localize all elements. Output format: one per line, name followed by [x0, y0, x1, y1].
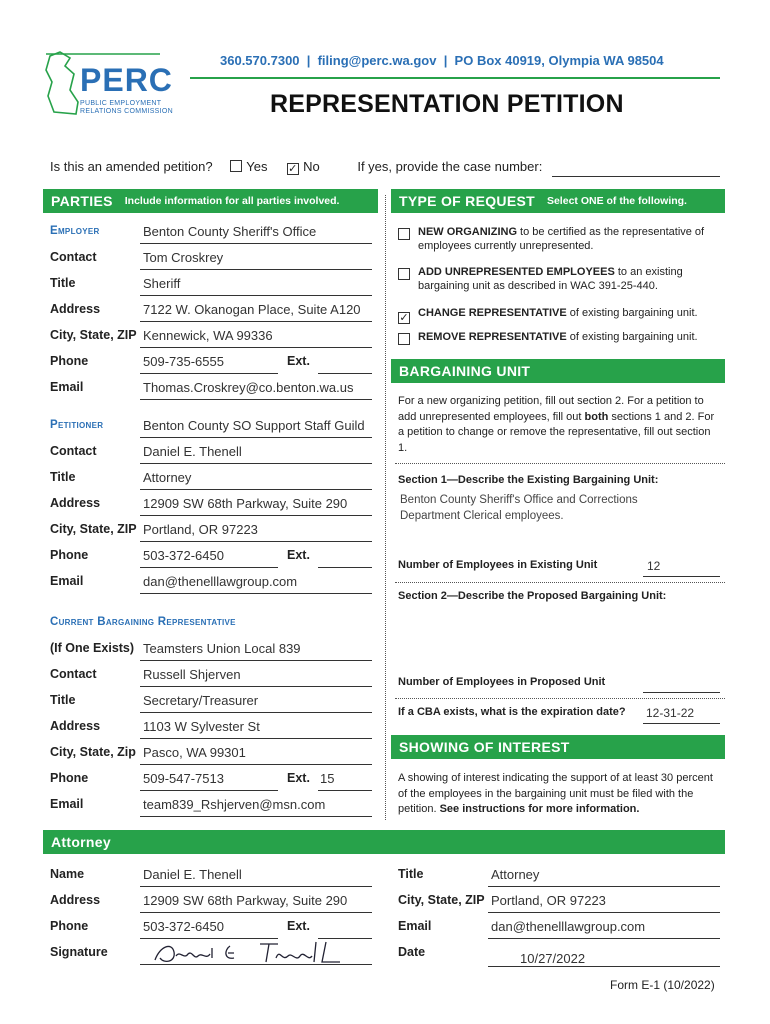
cbr-title-label: Title: [50, 693, 76, 707]
logo-subtitle-2: RELATIONS COMMISSION: [80, 108, 173, 115]
check-mark-icon: ✓: [288, 163, 298, 175]
divider: [395, 463, 725, 464]
cbr-contact[interactable]: Russell Shjerven: [143, 667, 241, 682]
header-rule: [190, 77, 720, 79]
bargaining-unit-header: [391, 359, 725, 383]
petitioner-address[interactable]: 12909 SW 68th Parkway, Suite 290: [143, 496, 348, 511]
cbr-ext-label: Ext.: [287, 771, 310, 785]
petitioner-rep-header: [43, 830, 725, 854]
cbr-csz-label: City, State, Zip: [50, 745, 136, 759]
cbr-name-line: [140, 660, 372, 661]
petitioner-contact-label: Contact: [50, 444, 97, 458]
rep-name[interactable]: Daniel E. Thenell: [143, 867, 242, 882]
cbr-ext[interactable]: 15: [320, 771, 335, 786]
rep-name-label: Name: [50, 867, 85, 881]
petitioner-contact[interactable]: Daniel E. Thenell: [143, 444, 242, 459]
petitioner-email-label: Email: [50, 574, 84, 588]
section1-description[interactable]: Benton County Sheriff's Office and Corrections Department Clerical employees.: [400, 494, 638, 522]
request-title: TYPE OF REQUEST: [399, 193, 535, 209]
cba-label: If a CBA exists, what is the expiration date?: [398, 706, 626, 718]
new-organizing-checkbox[interactable]: [398, 226, 414, 244]
rep-date-label: Date: [398, 945, 426, 959]
employer-contact-line: [140, 269, 372, 270]
proposed-count-label: Number of Employees in Proposed Unit: [398, 676, 606, 688]
request-subtitle: Select ONE of the following.: [546, 195, 687, 207]
rep-date[interactable]: 10/27/2022: [520, 951, 586, 966]
page-title: REPRESENTATION PETITION: [270, 90, 624, 118]
petitioner-phone[interactable]: 503-372-6450: [143, 548, 224, 563]
petitioner-rep-title: Attorney: [51, 834, 111, 850]
employer-csz[interactable]: Kennewick, WA 99336: [143, 328, 273, 343]
logo-subtitle-1: PUBLIC EMPLOYMENT: [80, 100, 162, 107]
petitioner-csz-label: City, State, ZIP: [50, 522, 137, 536]
cbr-contact-line: [140, 686, 372, 687]
employer-ext-label: Ext.: [287, 354, 310, 368]
bargaining-unit-title: BARGAINING UNIT: [399, 363, 531, 379]
header-contact-line: 360.570.7300 | filing@perc.wa.gov | PO Box 40919, Olympia WA 98504: [220, 53, 664, 68]
request-header: [391, 189, 725, 213]
new-organizing-bold: NEW ORGANIZING: [418, 226, 517, 238]
rep-signature-label: Signature: [50, 945, 108, 959]
case-number-field[interactable]: [552, 176, 720, 177]
employer-email-label: Email: [50, 380, 84, 394]
divider: [395, 582, 725, 583]
rep-email[interactable]: dan@thenelllawgroup.com: [491, 919, 646, 934]
add-unrepresented-checkbox[interactable]: [398, 266, 414, 284]
cbr-email[interactable]: team839_Rshjerven@msn.com: [143, 797, 326, 812]
remove-representative-text: of existing bargaining unit.: [566, 331, 698, 343]
amended-no-label: No: [303, 159, 320, 174]
petitioner-address-line: [140, 515, 372, 516]
change-representative-text: of existing bargaining unit.: [566, 307, 698, 319]
petitioner-email-line: [140, 593, 372, 594]
petitioner-name[interactable]: Benton County SO Support Staff Guild: [143, 418, 365, 433]
petitioner-phone-line: [140, 567, 278, 568]
petitioner-contact-line: [140, 463, 372, 464]
rep-title[interactable]: Attorney: [491, 867, 540, 882]
column-divider: [385, 195, 386, 820]
perc-logo: [40, 44, 190, 124]
employer-address-line: [140, 321, 372, 322]
rep-address-line: [140, 912, 372, 913]
petitioner-ext-field[interactable]: [318, 567, 372, 568]
employer-email-line: [140, 399, 372, 400]
rep-title-line: [488, 886, 720, 887]
parties-subtitle: Include information for all parties involved.: [124, 195, 340, 207]
petitioner-phone-label: Phone: [50, 548, 89, 562]
amended-question-row: [50, 159, 546, 175]
unit-intro-bold: both: [584, 410, 609, 423]
rep-address[interactable]: 12909 SW 68th Parkway, Suite 290: [143, 893, 348, 908]
petitioner-email[interactable]: dan@thenelllawgroup.com: [143, 574, 298, 589]
rep-email-label: Email: [398, 919, 432, 933]
section2-label: Section 2—Describe the Proposed Bargaining Unit:: [398, 590, 667, 602]
cbr-heading: Current Bargaining Representative: [50, 616, 236, 628]
showing-of-interest-header: [391, 735, 725, 759]
rep-csz-line: [488, 912, 720, 913]
add-unrepresented-option: [418, 265, 723, 293]
employer-phone[interactable]: 509-735-6555: [143, 354, 224, 369]
cbr-if-exists-label: (If One Exists): [50, 641, 135, 655]
cbr-contact-label: Contact: [50, 667, 97, 681]
existing-count-line: [643, 576, 720, 577]
proposed-count-field[interactable]: [643, 692, 720, 693]
employer-contact-label: Contact: [50, 250, 97, 264]
showing-of-interest-title: SHOWING OF INTEREST: [399, 739, 570, 755]
amended-no-checkbox[interactable]: [287, 163, 299, 175]
cbr-phone-line: [140, 790, 278, 791]
petitioner-name-line: [140, 437, 372, 438]
petitioner-csz[interactable]: Portland, OR 97223: [143, 522, 258, 537]
cba-date-line: [643, 723, 720, 724]
remove-representative-bold: REMOVE REPRESENTATIVE: [418, 331, 567, 343]
rep-name-line: [140, 886, 372, 887]
parties-header: [43, 189, 378, 213]
employer-heading: Employer: [50, 225, 100, 237]
unit-intro-part1: For a new organizing petition, fill out section 2. For a petition to add unrepresented employees, fill out: [398, 395, 704, 423]
employer-contact[interactable]: Tom Croskrey: [143, 250, 224, 265]
cbr-address-label: Address: [50, 719, 101, 733]
check-mark-icon: ✓: [399, 312, 409, 324]
cbr-title[interactable]: Secretary/Treasurer: [143, 693, 259, 708]
rep-email-line: [488, 938, 720, 939]
logo-wordmark: PERC: [80, 62, 173, 98]
employer-title-line: [140, 295, 372, 296]
case-number-label: If yes, provide the case number:: [357, 159, 543, 174]
rep-ext-label: Ext.: [287, 919, 310, 933]
cbr-csz-line: [140, 764, 372, 765]
employer-address-label: Address: [50, 302, 101, 316]
add-unrepresented-bold: ADD UNREPRESENTED EMPLOYEES: [418, 266, 615, 278]
petitioner-title[interactable]: Attorney: [143, 470, 192, 485]
employer-csz-line: [140, 347, 372, 348]
cbr-email-label: Email: [50, 797, 84, 811]
amended-yes-checkbox[interactable]: [230, 160, 242, 172]
rep-title-label: Title: [398, 867, 424, 881]
parties-title: PARTIES: [51, 193, 113, 209]
cbr-address[interactable]: 1103 W Sylvester St: [143, 719, 260, 734]
cbr-title-line: [140, 712, 372, 713]
form-number: Form E-1 (10/2022): [610, 978, 715, 992]
employer-name[interactable]: Benton County Sheriff's Office: [143, 224, 317, 239]
petitioner-title-label: Title: [50, 470, 76, 484]
employer-email[interactable]: Thomas.Croskrey@co.benton.wa.us: [143, 380, 354, 395]
employer-name-line: [140, 243, 372, 244]
change-representative-checkbox[interactable]: [398, 307, 414, 325]
change-representative-bold: CHANGE REPRESENTATIVE: [418, 307, 567, 319]
rep-address-label: Address: [50, 893, 101, 907]
rep-signature-line: [140, 964, 372, 965]
rep-csz-label: City, State, ZIP: [398, 893, 485, 907]
employer-csz-label: City, State, ZIP: [50, 328, 137, 342]
petitioner-heading: Petitioner: [50, 419, 104, 431]
cbr-phone[interactable]: 509-547-7513: [143, 771, 224, 786]
interest-text-bold: See instructions for more information.: [439, 803, 640, 815]
rep-date-line: [488, 966, 720, 967]
cbr-address-line: [140, 738, 372, 739]
interest-text: A showing of interest indicating the support of at least 30 percent of the employees in the bargaining unit must be filed with the petition.: [398, 772, 713, 815]
rep-phone-label: Phone: [50, 919, 89, 933]
amended-yes-label: Yes: [246, 159, 268, 174]
petitioner-title-line: [140, 489, 372, 490]
employer-title-label: Title: [50, 276, 76, 290]
petitioner-csz-line: [140, 541, 372, 542]
add-unrepresented-text: to an existing bargaining unit as described in WAC 391-25-440.: [418, 266, 683, 292]
change-representative-option: [418, 306, 723, 320]
employer-title[interactable]: Sheriff: [143, 276, 181, 291]
employer-phone-label: Phone: [50, 354, 89, 368]
cba-date[interactable]: 12-31-22: [646, 706, 695, 720]
cbr-phone-label: Phone: [50, 771, 89, 785]
new-organizing-option: [418, 225, 723, 253]
section1-label: Section 1—Describe the Existing Bargaining Unit:: [398, 474, 659, 486]
cbr-csz[interactable]: Pasco, WA 99301: [143, 745, 246, 760]
cbr-name[interactable]: Teamsters Union Local 839: [143, 641, 301, 656]
remove-representative-checkbox[interactable]: [398, 331, 414, 349]
employer-phone-line: [140, 373, 278, 374]
petitioner-ext-label: Ext.: [287, 548, 310, 562]
divider: [395, 698, 725, 699]
new-organizing-text: to be certified as the representative of employees currently unrepresented.: [418, 226, 705, 252]
employer-address[interactable]: 7122 W. Okanogan Place, Suite A120: [143, 302, 361, 317]
showing-of-interest-text: [398, 771, 720, 818]
remove-representative-option: [418, 330, 723, 344]
cbr-email-line: [140, 816, 372, 817]
unit-intro-part2: sections 1 and 2. For a petition to change or remove the representative, fill out section 1.: [398, 410, 715, 454]
existing-count[interactable]: 12: [647, 559, 661, 573]
cbr-ext-line: [318, 790, 372, 791]
rep-csz[interactable]: Portland, OR 97223: [491, 893, 606, 908]
petitioner-address-label: Address: [50, 496, 101, 510]
rep-phone[interactable]: 503-372-6450: [143, 919, 224, 934]
existing-count-label: Number of Employees in Existing Unit: [398, 559, 598, 571]
bargaining-unit-intro: [398, 394, 720, 456]
employer-ext-field[interactable]: [318, 373, 372, 374]
amended-question-label: Is this an amended petition?: [50, 159, 213, 174]
